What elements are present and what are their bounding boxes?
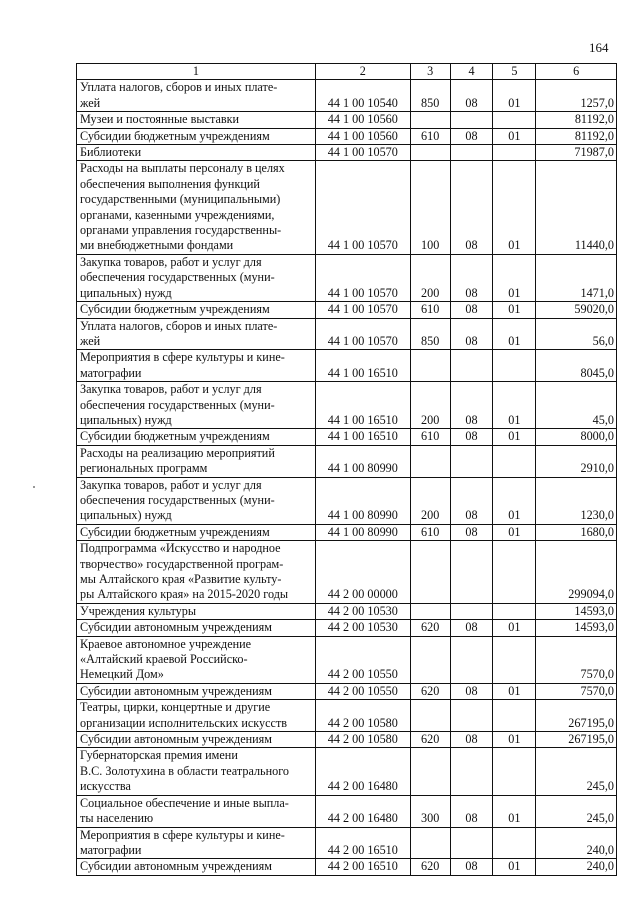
table-body [77, 80, 617, 875]
row-pr-cell: 01 [493, 732, 536, 748]
row-name-cell: Субсидии автономным учреждениям [77, 683, 316, 699]
row-vr-cell [410, 445, 450, 477]
row-sum-cell: 56,0 [536, 318, 617, 350]
table-row [77, 620, 617, 636]
row-name-cell: Закупка товаров, работ и услуг для обеспечения государственных (муни- ципальных) нужд [77, 477, 316, 524]
row-name-cell: Уплата налогов, сборов и иных плате- жей [77, 318, 316, 350]
row-code-cell: 44 2 00 16510 [315, 827, 410, 859]
row-sum-cell: 2910,0 [536, 445, 617, 477]
row-sum-cell: 8000,0 [536, 429, 617, 445]
row-vr-cell [410, 350, 450, 382]
row-sum-cell: 14593,0 [536, 620, 617, 636]
row-rz-cell: 08 [450, 620, 493, 636]
row-name-cell: Мероприятия в сфере культуры и кине- матографии [77, 350, 316, 382]
row-code-cell: 44 1 00 80990 [315, 524, 410, 540]
row-name-cell: Мероприятия в сфере культуры и кине- матографии [77, 827, 316, 859]
row-vr-cell: 620 [410, 732, 450, 748]
row-code-cell: 44 1 00 16510 [315, 429, 410, 445]
column-header: 2 [315, 64, 410, 80]
row-rz-cell [450, 541, 493, 604]
row-code-cell: 44 1 00 10540 [315, 80, 410, 112]
row-sum-cell: 245,0 [536, 748, 617, 795]
row-name-cell: Библиотеки [77, 145, 316, 161]
table-row [77, 112, 617, 128]
row-name-cell: Субсидии автономным учреждениям [77, 732, 316, 748]
row-rz-cell: 08 [450, 128, 493, 144]
row-pr-cell: 01 [493, 620, 536, 636]
table-row [77, 859, 617, 875]
row-pr-cell [493, 827, 536, 859]
table-header-row [77, 64, 617, 80]
table-row [77, 603, 617, 619]
row-sum-cell: 71987,0 [536, 145, 617, 161]
table-row [77, 445, 617, 477]
row-vr-cell: 610 [410, 524, 450, 540]
row-name-cell: Субсидии бюджетным учреждениям [77, 429, 316, 445]
row-code-cell: 44 1 00 80990 [315, 477, 410, 524]
row-code-cell: 44 1 00 10570 [315, 161, 410, 254]
row-sum-cell: 11440,0 [536, 161, 617, 254]
row-name-cell: Расходы на реализацию мероприятий региональных программ [77, 445, 316, 477]
row-rz-cell: 08 [450, 161, 493, 254]
row-sum-cell: 240,0 [536, 859, 617, 875]
row-rz-cell [450, 827, 493, 859]
table-row [77, 128, 617, 144]
row-code-cell: 44 1 00 16510 [315, 350, 410, 382]
row-code-cell: 44 1 00 10570 [315, 145, 410, 161]
row-code-cell: 44 2 00 10530 [315, 620, 410, 636]
column-header: 3 [410, 64, 450, 80]
row-code-cell: 44 1 00 10570 [315, 254, 410, 301]
row-rz-cell: 08 [450, 80, 493, 112]
row-sum-cell: 1257,0 [536, 80, 617, 112]
row-pr-cell [493, 145, 536, 161]
table-row [77, 524, 617, 540]
row-sum-cell: 7570,0 [536, 683, 617, 699]
row-rz-cell: 08 [450, 429, 493, 445]
row-rz-cell [450, 603, 493, 619]
row-sum-cell: 45,0 [536, 382, 617, 429]
row-pr-cell [493, 603, 536, 619]
scan-speck [33, 486, 35, 488]
column-header: 5 [493, 64, 536, 80]
row-rz-cell: 08 [450, 477, 493, 524]
row-vr-cell: 100 [410, 161, 450, 254]
table-row [77, 732, 617, 748]
row-rz-cell: 08 [450, 302, 493, 318]
row-name-cell: Субсидии автономным учреждениям [77, 620, 316, 636]
row-code-cell: 44 2 00 16480 [315, 748, 410, 795]
row-pr-cell: 01 [493, 161, 536, 254]
row-vr-cell: 850 [410, 318, 450, 350]
row-vr-cell [410, 112, 450, 128]
row-pr-cell [493, 112, 536, 128]
row-pr-cell: 01 [493, 429, 536, 445]
table-row [77, 477, 617, 524]
row-code-cell: 44 1 00 10560 [315, 128, 410, 144]
row-pr-cell: 01 [493, 80, 536, 112]
row-pr-cell: 01 [493, 795, 536, 827]
row-sum-cell: 81192,0 [536, 128, 617, 144]
row-code-cell: 44 2 00 10530 [315, 603, 410, 619]
row-sum-cell: 299094,0 [536, 541, 617, 604]
row-code-cell: 44 2 00 10550 [315, 683, 410, 699]
table-row [77, 254, 617, 301]
row-vr-cell: 620 [410, 859, 450, 875]
row-name-cell: Учреждения культуры [77, 603, 316, 619]
row-rz-cell: 08 [450, 382, 493, 429]
table-row [77, 350, 617, 382]
row-sum-cell: 1471,0 [536, 254, 617, 301]
row-vr-cell [410, 700, 450, 732]
row-sum-cell: 8045,0 [536, 350, 617, 382]
row-pr-cell [493, 748, 536, 795]
table-row [77, 145, 617, 161]
row-name-cell: Субсидии бюджетным учреждениям [77, 128, 316, 144]
row-rz-cell: 08 [450, 683, 493, 699]
row-pr-cell: 01 [493, 254, 536, 301]
row-code-cell: 44 2 00 00000 [315, 541, 410, 604]
row-sum-cell: 240,0 [536, 827, 617, 859]
row-rz-cell [450, 350, 493, 382]
row-vr-cell: 610 [410, 128, 450, 144]
table-row [77, 318, 617, 350]
row-vr-cell [410, 748, 450, 795]
row-vr-cell: 620 [410, 620, 450, 636]
row-sum-cell: 267195,0 [536, 732, 617, 748]
row-sum-cell: 245,0 [536, 795, 617, 827]
row-pr-cell: 01 [493, 683, 536, 699]
row-vr-cell: 620 [410, 683, 450, 699]
table-row [77, 302, 617, 318]
row-rz-cell: 08 [450, 524, 493, 540]
row-vr-cell [410, 145, 450, 161]
row-rz-cell: 08 [450, 254, 493, 301]
row-name-cell: Уплата налогов, сборов и иных плате- жей [77, 80, 316, 112]
row-rz-cell [450, 700, 493, 732]
row-name-cell: Краевое автономное учреждение «Алтайский краевой Российско- Немецкий Дом» [77, 636, 316, 683]
row-code-cell: 44 1 00 10560 [315, 112, 410, 128]
row-vr-cell: 850 [410, 80, 450, 112]
row-rz-cell: 08 [450, 318, 493, 350]
row-name-cell: Социальное обеспечение и иные выпла- ты населению [77, 795, 316, 827]
row-name-cell: Субсидии бюджетным учреждениям [77, 524, 316, 540]
row-code-cell: 44 2 00 10550 [315, 636, 410, 683]
table-row [77, 161, 617, 254]
row-name-cell: Театры, цирки, концертные и другие организации исполнительских искусств [77, 700, 316, 732]
row-rz-cell: 08 [450, 795, 493, 827]
row-name-cell: Субсидии бюджетным учреждениям [77, 302, 316, 318]
row-vr-cell [410, 603, 450, 619]
row-rz-cell [450, 636, 493, 683]
table-row [77, 683, 617, 699]
row-name-cell: Музеи и постоянные выставки [77, 112, 316, 128]
row-name-cell: Закупка товаров, работ и услуг для обеспечения государственных (муни- ципальных) нужд [77, 254, 316, 301]
row-name-cell: Подпрограмма «Искусство и народное творчество» государственной програм- мы Алтайского края «Развитие культу- ры Алтайского края» на 2015-2020 годы [77, 541, 316, 604]
table-row [77, 636, 617, 683]
row-sum-cell: 1230,0 [536, 477, 617, 524]
row-vr-cell: 200 [410, 382, 450, 429]
row-rz-cell [450, 112, 493, 128]
row-code-cell: 44 1 00 10570 [315, 318, 410, 350]
row-sum-cell: 1680,0 [536, 524, 617, 540]
row-code-cell: 44 1 00 80990 [315, 445, 410, 477]
column-header: 6 [536, 64, 617, 80]
row-sum-cell: 14593,0 [536, 603, 617, 619]
row-name-cell: Расходы на выплаты персоналу в целях обеспечения выполнения функций государственными (муниципальными) органами, казенными учреждениями, органами управления государственны- ми внебюджетными фондами [77, 161, 316, 254]
row-rz-cell: 08 [450, 732, 493, 748]
row-vr-cell: 610 [410, 302, 450, 318]
row-pr-cell [493, 445, 536, 477]
row-code-cell: 44 2 00 16480 [315, 795, 410, 827]
row-vr-cell [410, 636, 450, 683]
table-row [77, 382, 617, 429]
column-header: 1 [77, 64, 316, 80]
row-vr-cell: 200 [410, 254, 450, 301]
row-pr-cell: 01 [493, 859, 536, 875]
row-code-cell: 44 1 00 10570 [315, 302, 410, 318]
row-pr-cell [493, 541, 536, 604]
row-sum-cell: 81192,0 [536, 112, 617, 128]
row-rz-cell [450, 748, 493, 795]
row-rz-cell [450, 145, 493, 161]
row-pr-cell: 01 [493, 477, 536, 524]
row-name-cell: Закупка товаров, работ и услуг для обеспечения государственных (муни- ципальных) нужд [77, 382, 316, 429]
row-sum-cell: 7570,0 [536, 636, 617, 683]
row-code-cell: 44 2 00 10580 [315, 700, 410, 732]
row-code-cell: 44 2 00 16510 [315, 859, 410, 875]
row-vr-cell [410, 541, 450, 604]
budget-table [76, 63, 617, 876]
row-sum-cell: 59020,0 [536, 302, 617, 318]
row-sum-cell: 267195,0 [536, 700, 617, 732]
row-code-cell: 44 2 00 10580 [315, 732, 410, 748]
row-pr-cell [493, 700, 536, 732]
table-row [77, 795, 617, 827]
row-vr-cell [410, 827, 450, 859]
row-code-cell: 44 1 00 16510 [315, 382, 410, 429]
row-pr-cell: 01 [493, 382, 536, 429]
page-number: 164 [589, 40, 609, 55]
row-pr-cell [493, 636, 536, 683]
row-vr-cell: 300 [410, 795, 450, 827]
table-row [77, 748, 617, 795]
row-pr-cell: 01 [493, 524, 536, 540]
row-vr-cell: 200 [410, 477, 450, 524]
row-pr-cell: 01 [493, 302, 536, 318]
table-row [77, 80, 617, 112]
row-name-cell: Губернаторская премия имени В.С. Золотухина в области театрального искусства [77, 748, 316, 795]
row-rz-cell [450, 445, 493, 477]
row-pr-cell: 01 [493, 128, 536, 144]
row-pr-cell: 01 [493, 318, 536, 350]
row-pr-cell [493, 350, 536, 382]
table-row [77, 429, 617, 445]
table-row [77, 700, 617, 732]
row-vr-cell: 610 [410, 429, 450, 445]
table-row [77, 541, 617, 604]
row-rz-cell: 08 [450, 859, 493, 875]
column-header: 4 [450, 64, 493, 80]
table-row [77, 827, 617, 859]
row-name-cell: Субсидии автономным учреждениям [77, 859, 316, 875]
